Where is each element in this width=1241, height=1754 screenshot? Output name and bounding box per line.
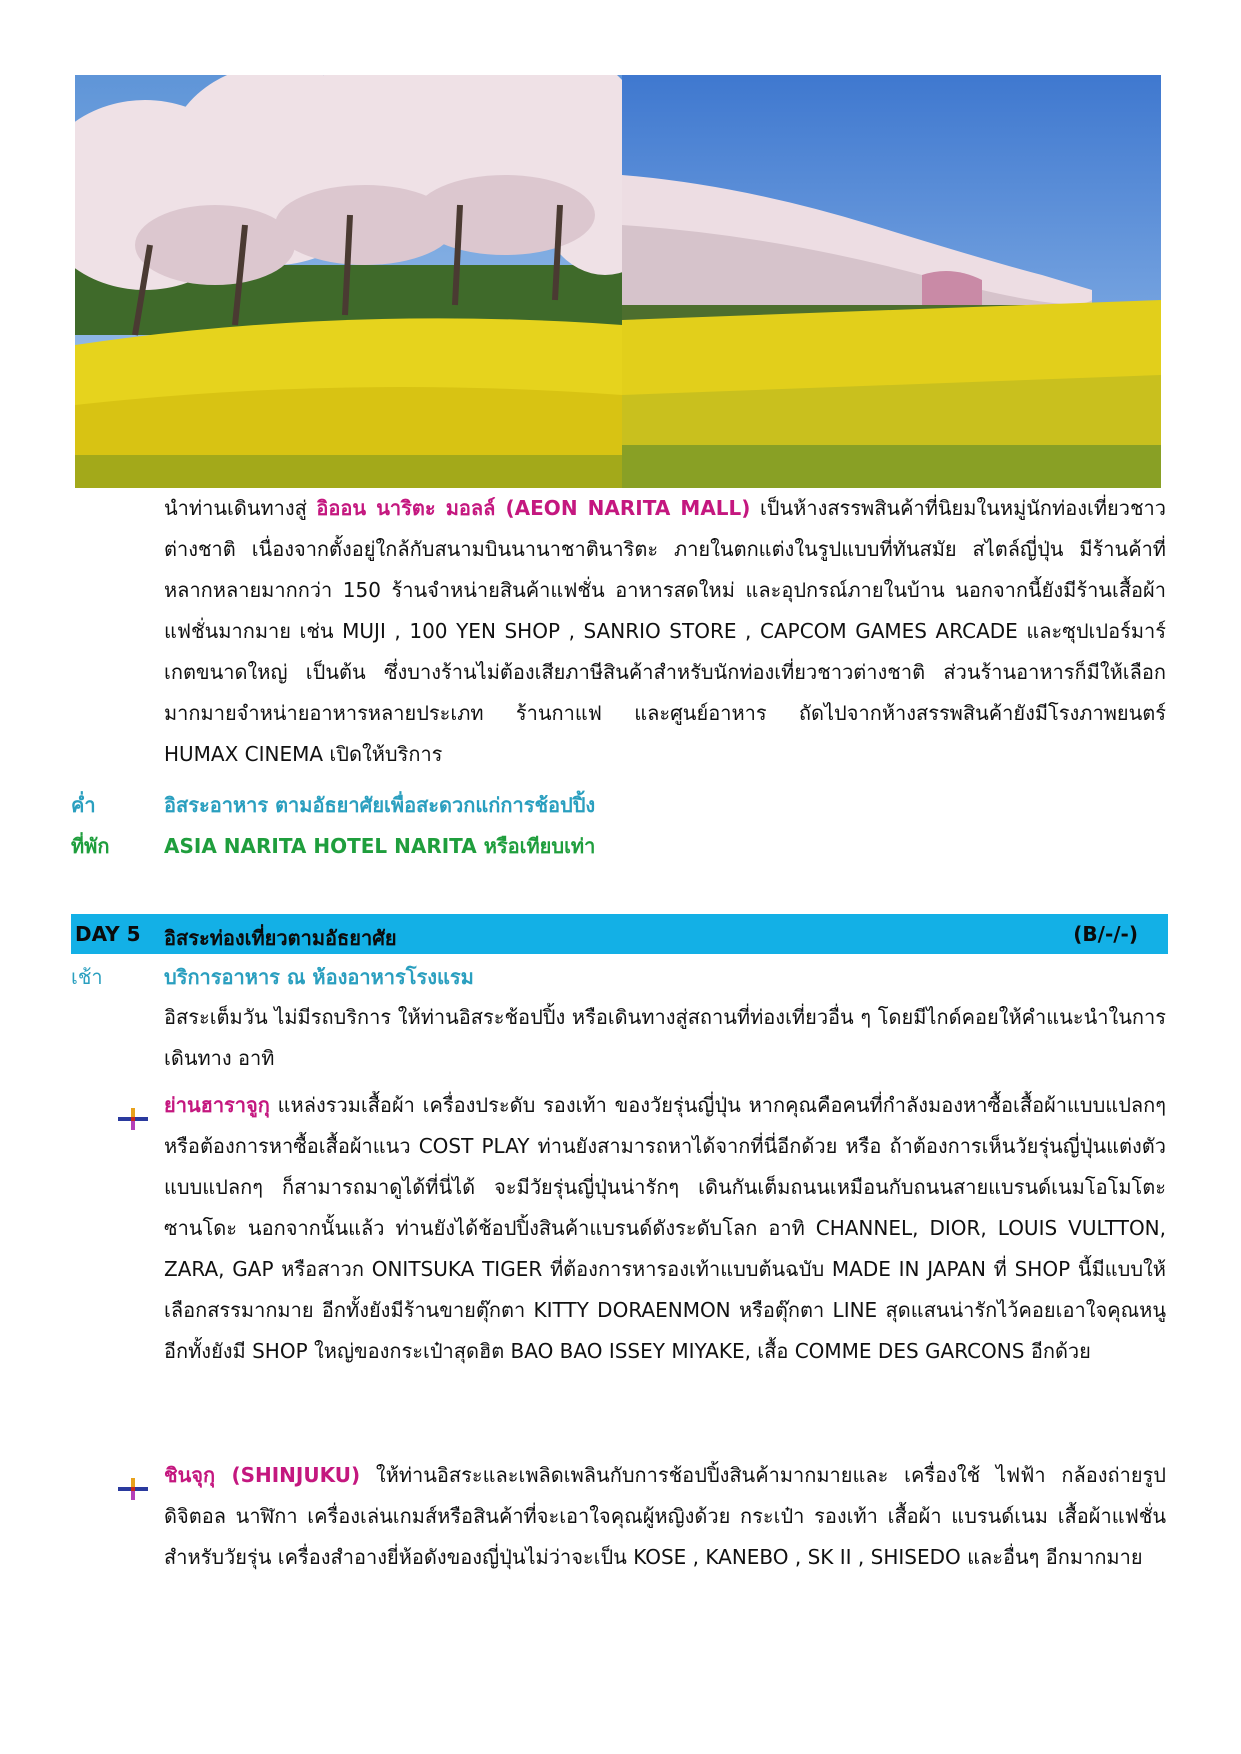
hotel-text: ASIA NARITA HOTEL NARITA หรือเทียบเท่า xyxy=(164,834,596,858)
dinner-text: อิสระอาหาร ตามอัธยาศัยเพื่อสะดวกแก่การช้อปปิ้ง xyxy=(164,793,596,817)
harajuku-paragraph xyxy=(164,1085,1166,1372)
dinner-row xyxy=(71,783,1161,823)
harajuku-title: ย่านฮาราจูกุ xyxy=(164,1093,270,1117)
breakfast-row xyxy=(71,955,1161,995)
breakfast-label: เช้า xyxy=(71,965,103,989)
aeon-mall-name: อิออน นาริตะ มอลล์ (AEON NARITA MALL) xyxy=(316,496,751,520)
cherry-blossom-canola-field-photo-left xyxy=(75,75,622,488)
bullet-cross-icon xyxy=(118,1108,148,1130)
cherry-blossom-canola-field-photo-right xyxy=(622,75,1161,488)
day5-header-bar xyxy=(71,914,1168,954)
shinjuku-paragraph xyxy=(164,1455,1166,1578)
breakfast-text: บริการอาหาร ณ ห้องอาหารโรงแรม xyxy=(164,965,474,989)
shinjuku-description: ให้ท่านอิสระและเพลิดเพลินกับการช้อปปิ้งสินค้ามากมายและ เครื่องใช้ ไฟฟ้า กล้องถ่ายรูปดิจิตอล นาฬิกา เครื่องเล่นเกมส์หรือสินค้าที่จะเอาใจคุณผู้หญิงด้วย กระเป๋า รองเท้า เสื้อผ้า แบรนด์เนม เสื้อผ้าแฟชั่นสำหรับวัยรุ่น เครื่องสำอางยี่ห้อดังของญี่ปุ่นไม่ว่าจะเป็น KOSE , KANEBO , SK II , SHISEDO และอื่นๆ อีกมากมาย xyxy=(164,1463,1166,1569)
hotel-row xyxy=(71,824,1161,864)
harajuku-description: แหล่งรวมเสื้อผ้า เครื่องประดับ รองเท้า ของวัยรุ่นญี่ปุ่น หากคุณคือคนที่กำลังมองหาซื้อเสื้อผ้าแบบแปลกๆ หรือต้องการหาซื้อเสื้อผ้าแนว COST PLAY ท่านยังสามารถหาได้จากที่นี่อีกด้วย หรือ ถ้าต้องการเห็นวัยรุ่นญี่ปุ่นแต่งตัวแบบแปลกๆ ก็สามารถมาดูได้ที่นี่ได้ จะมีวัยรุ่นญี่ปุ่นน่ารักๆ เดินกันเต็มถนนเหมือนกับถนนสายแบรนด์เนมโอโมโตะซานโดะ นอกจากนั้นแล้ว ท่านยังได้ช้อปปิ้งสินค้าแบรนด์ดังระดับโลก อาทิ CHANNEL, DIOR, LOUIS VULTTON, ZARA, GAP หรือสาวก ONITSUKA TIGER ที่ต้องการหารองเท้าแบบต้นฉบับ MADE IN JAPAN ที่ SHOP นี้มีแบบให้เลือกสรรมากมาย อีกทั้งยังมีร้านขายตุ๊กตา KITTY DORAENMON หรือตุ๊กตา LINE สุดแสนน่ารักไว้คอยเอาใจคุณหนู อีกทั้งยังมี SHOP ใหญ่ของกระเป๋าสุดฮิต BAO BAO ISSEY MIYAKE, เสื้อ COMME DES GARCONS อีกด้วย xyxy=(164,1093,1166,1363)
free-day-paragraph: อิสระเต็มวัน ไม่มีรถบริการ ให้ท่านอิสระช้อปปิ้ง หรือเดินทางสู่สถานที่ท่องเที่ยวอื่น ๆ โดยมีไกด์คอยให้คำแนะนำในการเดินทาง อาทิ xyxy=(164,1005,1166,1070)
day5-label: DAY 5 xyxy=(75,922,141,946)
aeon-mall-paragraph xyxy=(164,488,1166,775)
dinner-label: ค่ำ xyxy=(71,793,96,817)
day5-title: อิสระท่องเที่ยวตามอัธยาศัย xyxy=(164,926,397,950)
aeon-description: เป็นห้างสรรพสินค้าที่นิยมในหมู่นักท่องเที่ยวชาวต่างชาติ เนื่องจากตั้งอยู่ใกล้กับสนามบินนานาชาตินาริตะ ภายในตกแต่งในรูปแบบที่ทันสมัย สไตล์ญี่ปุ่น มีร้านค้าที่หลากหลายมากกว่า 150 ร้านจำหน่ายสินค้าแฟชั่น อาหารสดใหม่ และอุปกรณ์ภายในบ้าน นอกจากนี้ยังมีร้านเสื้อผ้าแฟชั่นมากมาย เช่น MUJI , 100 YEN SHOP , SANRIO STORE , CAPCOM GAMES ARCADE และซุปเปอร์มาร์เกตขนาดใหญ่ เป็นต้น ซึ่งบางร้านไม่ต้องเสียภาษีสินค้าสำหรับนักท่องเที่ยวชาวต่างชาติ ส่วนร้านอาหารก็มีให้เลือกมากมายจำหน่ายอาหารหลายประเภท ร้านกาแฟ และศูนย์อาหาร ถัดไปจากห้างสรรพสินค้ายังมีโรงภาพยนตร์ HUMAX CINEMA เปิดให้บริการ xyxy=(164,496,1167,766)
day5-meals: (B/-/-) xyxy=(1073,922,1138,946)
hotel-label: ที่พัก xyxy=(71,834,110,858)
aeon-lead-text: นำท่านเดินทางสู่ xyxy=(164,496,317,520)
bullet-cross-icon xyxy=(118,1478,148,1500)
shinjuku-title: ชินจุกุ (SHINJUKU) xyxy=(164,1463,361,1487)
